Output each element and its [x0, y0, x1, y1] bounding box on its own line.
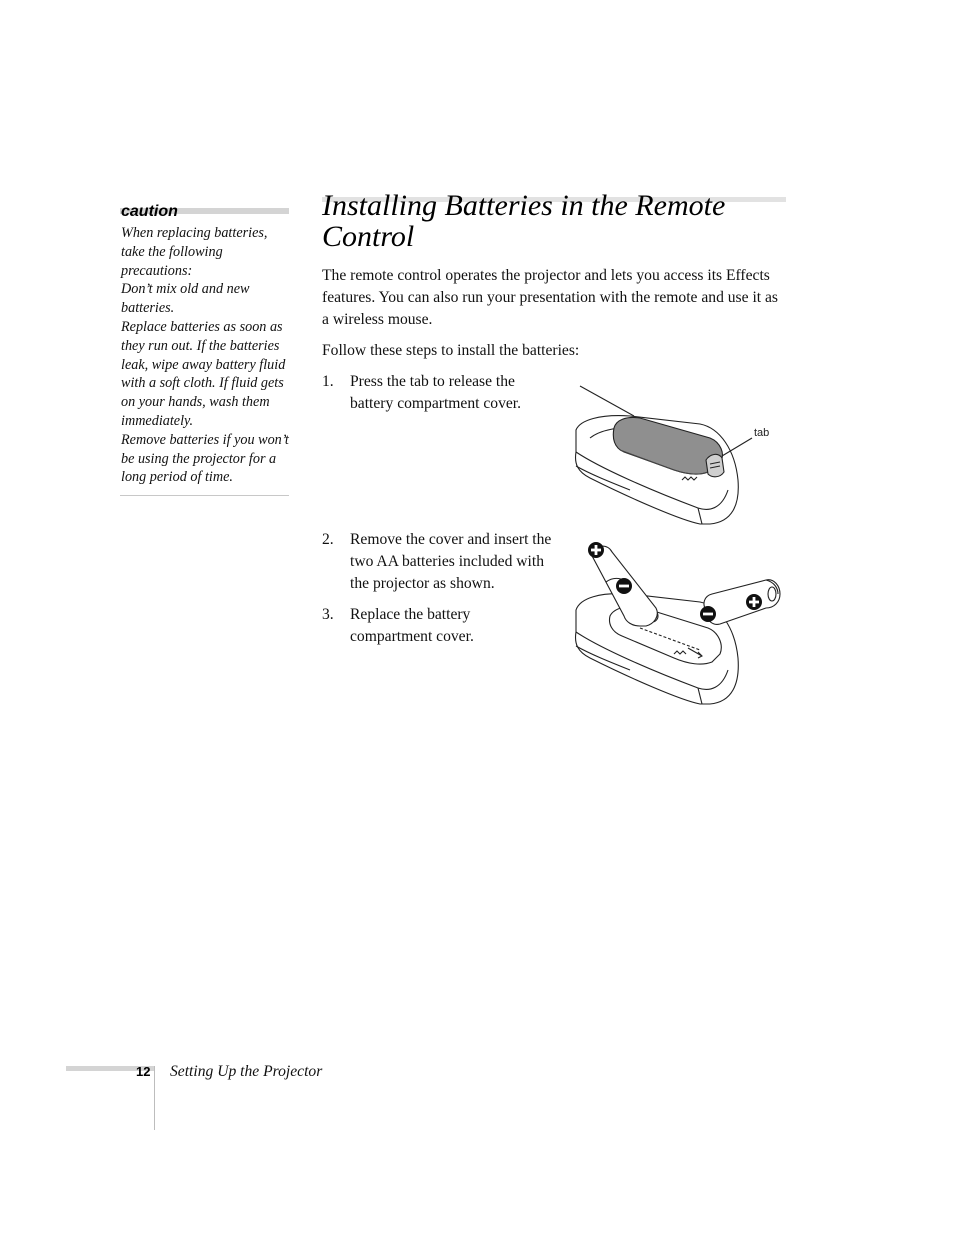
step-text: Remove the cover and insert the two AA batteries included with the projector as shown. [350, 531, 552, 592]
battery-minus-icon [700, 606, 716, 622]
caution-title: caution [121, 203, 178, 220]
battery-plus-icon [588, 542, 604, 558]
battery-insertion-illustration [570, 532, 785, 712]
caution-paragraph: When replacing batteries, take the following precautions: [121, 225, 268, 279]
page-title: Installing Batteries in the Remote Control [322, 189, 726, 253]
caution-paragraph: Remove batteries if you won’t be using the projector for a long period of time. [121, 431, 289, 486]
caution-paragraph: Replace batteries as soon as they run out. If the batteries leak, wipe away battery fluid with a soft cloth. If fluid gets on your hands, wash them immediately. [121, 318, 286, 429]
intro-paragraph: The remote control operates the projector and lets you access its Effects features. You can also run your presentation with the remote and use it as a wireless mouse. [322, 267, 779, 328]
footer-section-title: Setting Up the Projector [170, 1063, 323, 1080]
step-number: 1. [322, 373, 334, 390]
battery-plus-icon [746, 594, 762, 610]
steps-intro: Follow these steps to install the batteries: [322, 342, 580, 359]
page-number: 12 [136, 1064, 151, 1079]
step-number: 3. [322, 606, 334, 623]
footer-divider [154, 1066, 155, 1130]
step-text: Press the tab to release the battery compartment cover. [350, 373, 522, 412]
tab-label: tab [754, 427, 770, 439]
step-number: 2. [322, 531, 334, 548]
step-text: Replace the battery compartment cover. [350, 606, 474, 645]
remote-cover-illustration [570, 380, 785, 530]
caution-paragraph: Don’t mix old and new batteries. [121, 281, 250, 317]
battery-minus-icon [616, 578, 632, 594]
caution-divider [120, 495, 289, 496]
caution-body [121, 224, 293, 487]
